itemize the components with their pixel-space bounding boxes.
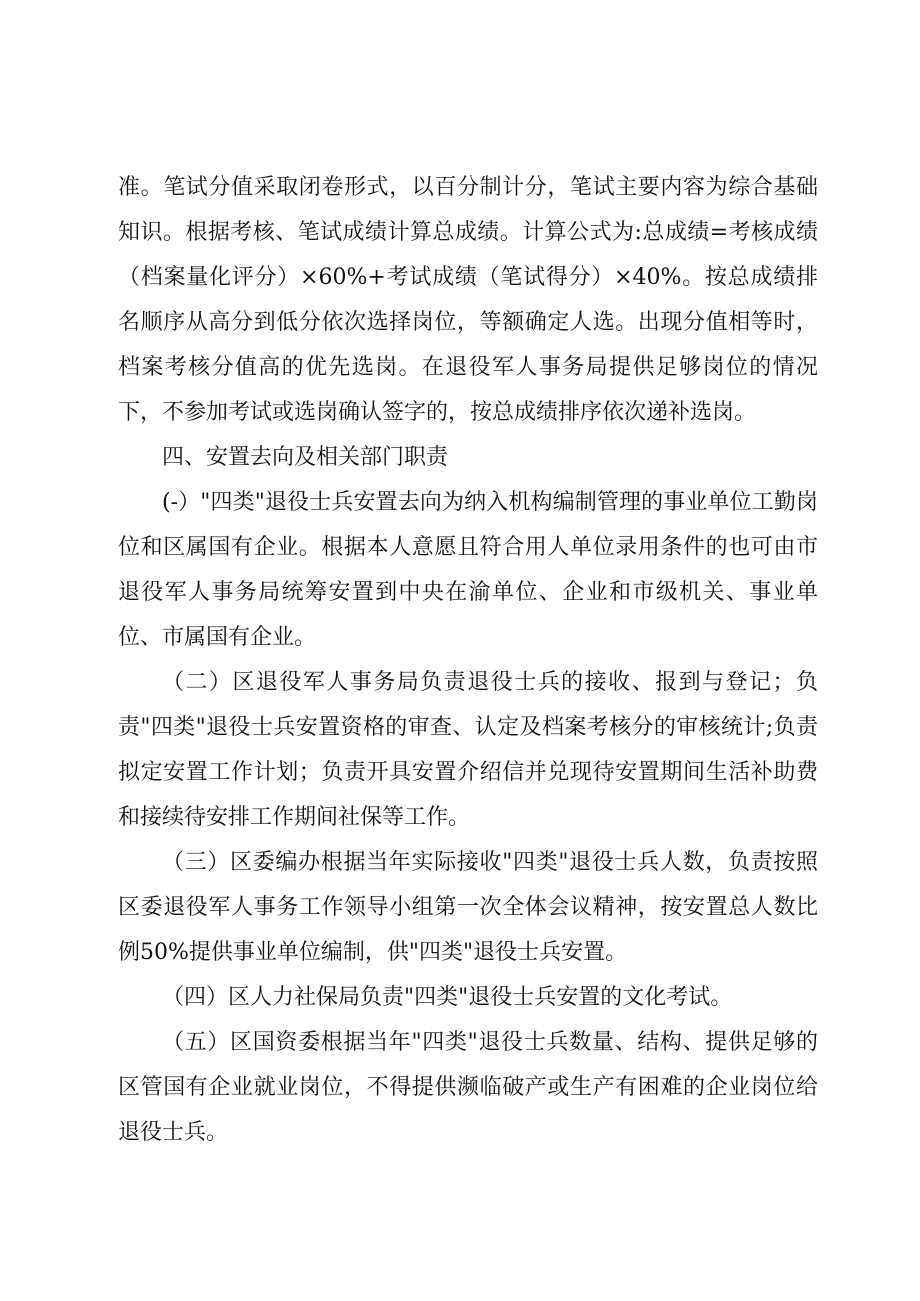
paragraph-hr-bureau-duties: （四）区人力社保局负责"四类"退役士兵安置的文化考试。 bbox=[162, 985, 733, 1010]
paragraph-sasac-duties: （五）区国资委根据当年"四类"退役士兵数量、结构、提供足够的区管国有企业就业岗位，不得提供濒临破产或生产有困难的企业岗位给退役士兵。 bbox=[118, 1030, 818, 1145]
paragraph-placement-destination: (-）"四类"退役士兵安置去向为纳入机构编制管理的事业单位工勤岗位和区属国有企业。根据本人意愿且符合用人单位录用条件的也可由市退役军人事务局统筹安置到中央在渝单位、企业和市级机关、事业单位、市属国有企业。 bbox=[118, 490, 818, 650]
paragraph-veterans-bureau-duties: （二）区退役军人事务局负责退役士兵的接收、报到与登记；负责"四类"退役士兵安置资格的审查、认定及档案考核分的审核统计;负责拟定安置工作计划；负责开具安置介绍信并兑现待安置期间生活补助费和接续待安排工作期间社保等工作。 bbox=[118, 670, 818, 830]
document-page bbox=[118, 165, 818, 1155]
paragraph-staffing-office-duties: （三）区委编办根据当年实际接收"四类"退役士兵人数，负责按照区委退役军人事务工作领导小组第一次全体会议精神，按安置总人数比例50%提供事业单位编制，供"四类"退役士兵安置。 bbox=[118, 850, 818, 965]
paragraph-exam-scoring: 准。笔试分值采取闭卷形式，以百分制计分，笔试主要内容为综合基础知识。根据考核、笔试成绩计算总成绩。计算公式为:总成绩=考核成绩（档案量化评分）×60%+考试成绩（笔试得分）×40%。按总成绩排名顺序从高分到低分依次选择岗位，等额确定人选。出现分值相等时，档案考核分值高的优先选岗。在退役军人事务局提供足够岗位的情况下，不参加考试或选岗确认签字的，按总成绩排序依次递补选岗。 bbox=[118, 175, 818, 425]
section-heading-placement: 四、安置去向及相关部门职责 bbox=[162, 445, 449, 470]
